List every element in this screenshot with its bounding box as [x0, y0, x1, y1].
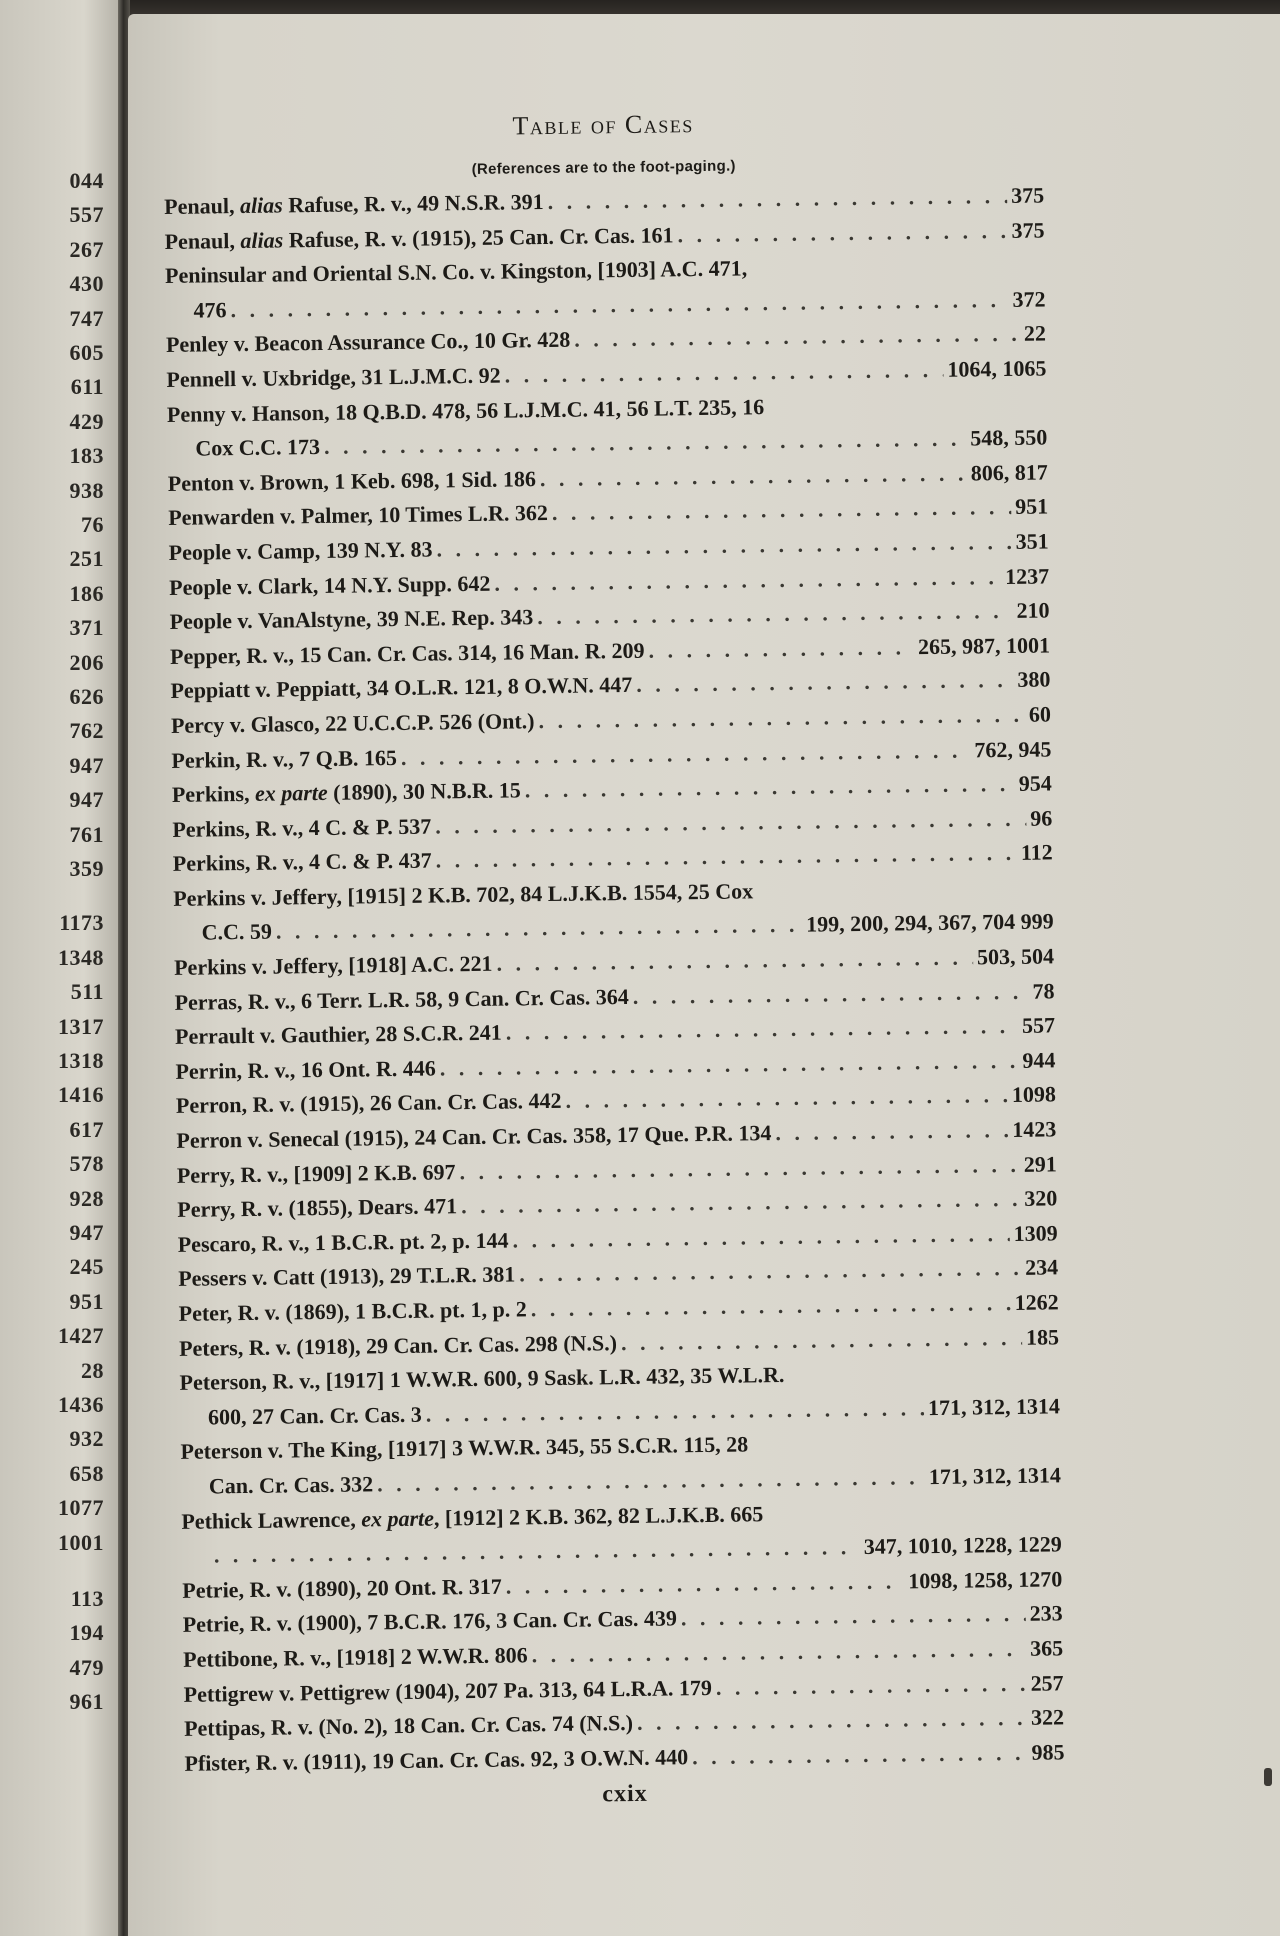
page-references: 210: [1016, 597, 1050, 623]
page-references: 347, 1010, 1228, 1229: [863, 1531, 1062, 1560]
page-references: 1064, 1065: [947, 355, 1047, 382]
case-citation: Perras, R. v., 6 Terr. L.R. 58, 9 Can. Cr. Cas. 364: [174, 983, 629, 1015]
facing-page-number: 113: [70, 1586, 104, 1611]
dot-leader: [621, 1320, 1022, 1360]
dot-leader: [648, 630, 914, 668]
facing-page-number: 044: [69, 168, 104, 193]
page-references: 372: [1012, 286, 1046, 312]
facing-page-number: 947: [69, 787, 104, 813]
case-citation: Perkins v. Jeffery, [1918] A.C. 221: [173, 950, 493, 980]
page-references: 320: [1024, 1185, 1058, 1212]
dot-leader: [506, 1564, 905, 1604]
case-citation: Penton v. Brown, 1 Keb. 698, 1 Sid. 186: [167, 465, 537, 496]
page-references: 806, 817: [970, 459, 1048, 486]
dot-leader: [692, 1736, 1028, 1775]
page-references: 233: [1029, 1600, 1063, 1627]
case-citation: Perkins, R. v., 4 C. & P. 537: [172, 813, 432, 842]
case-list: [164, 178, 1095, 1781]
case-citation: Penley v. Beacon Assurance Co., 10 Gr. 428: [165, 327, 571, 358]
dot-leader: [633, 974, 1029, 1014]
case-entry: [179, 1354, 1090, 1435]
facing-page-number: 947: [69, 1220, 104, 1245]
page-edge-mark: [1264, 1768, 1272, 1786]
case-citation-continued: C.C. 59: [201, 919, 273, 946]
facing-page-number: 1348: [58, 944, 104, 970]
facing-page-number: 947: [69, 752, 104, 778]
page-references: 944: [1022, 1047, 1056, 1073]
dot-leader: [716, 1666, 1027, 1705]
page-references: 257: [1030, 1669, 1064, 1696]
page-references: 234: [1024, 1254, 1059, 1281]
case-citation: Penny v. Hanson, 18 Q.B.D. 478, 56 L.J.M.C. 41, 56 L.T. 235, 16: [166, 393, 765, 427]
facing-page-number: 511: [70, 979, 104, 1005]
facing-page-number: 1318: [58, 1048, 104, 1073]
facing-page-number: 183: [69, 443, 104, 469]
page-references: 557: [1021, 1012, 1056, 1039]
case-citation: People v. VanAlstyne, 39 N.E. Rep. 343: [169, 604, 534, 635]
case-citation: Pescaro, R. v., 1 B.C.R. pt. 2, p. 144: [177, 1227, 509, 1257]
dot-leader: [574, 317, 1020, 357]
case-citation: Pepper, R. v., 15 Can. Cr. Cas. 314, 16 Man. R. 209: [169, 637, 645, 669]
dot-leader: [677, 214, 1008, 253]
case-entry: [173, 870, 1084, 951]
page-references: 1237: [1004, 562, 1050, 589]
facing-page-margin: [0, 0, 120, 1936]
facing-page-number: 951: [69, 1288, 104, 1314]
case-entry: [181, 1493, 1092, 1574]
case-citation: Pettipas, R. v. (No. 2), 18 Can. Cr. Cas. 74 (N.S.): [183, 1710, 634, 1741]
page-references: 985: [1031, 1739, 1065, 1765]
facing-page-number: 557: [69, 202, 104, 228]
case-citation: Perron v. Senecal (1915), 24 Can. Cr. Cas. 358, 17 Que. P.R. 134: [176, 1120, 772, 1153]
page-references: 951: [1015, 493, 1049, 520]
case-citation: Perry, R. v., [1909] 2 K.B. 697: [176, 1158, 456, 1188]
dot-leader: [775, 1113, 1008, 1151]
case-citation: Petrie, R. v. (1900), 7 B.C.R. 176, 3 Can. Cr. Cas. 439: [182, 1605, 678, 1638]
page-references: 96: [1030, 805, 1053, 831]
case-citation: Perry, R. v. (1855), Dears. 471: [177, 1193, 458, 1223]
case-citation: Perkin, R. v., 7 Q.B. 165: [171, 744, 398, 773]
case-citation: Perron, R. v. (1915), 26 Can. Cr. Cas. 442: [175, 1088, 562, 1119]
case-citation: Perrin, R. v., 16 Ont. R. 446: [175, 1055, 436, 1084]
case-citation: Peterson v. The King, [1917] 3 W.W.R. 345, 55 S.C.R. 115, 28: [180, 1431, 749, 1465]
page-references: 375: [1011, 217, 1045, 243]
facing-page-number: 617: [69, 1116, 104, 1142]
facing-page-number: 76: [81, 512, 104, 537]
page-references: 171, 312, 1314: [927, 1393, 1061, 1420]
case-citation: Perkins v. Jeffery, [1915] 2 K.B. 702, 84 L.J.K.B. 1554, 25 Cox: [173, 878, 754, 911]
facing-page-number: 194: [69, 1620, 104, 1646]
facing-page-number: 928: [69, 1185, 104, 1211]
case-entry: [165, 247, 1076, 328]
facing-page-number: 762: [69, 718, 104, 744]
case-citation: Perrault v. Gauthier, 28 S.C.R. 241: [174, 1019, 502, 1050]
page-references: 548, 550: [970, 424, 1048, 451]
page-references: 322: [1030, 1704, 1065, 1730]
case-citation: Penaul, alias Rafuse, R. v. (1915), 25 Can. Cr. Cas. 161: [164, 221, 674, 254]
facing-page-number: 1173: [59, 910, 104, 936]
facing-page-number: 1427: [58, 1323, 104, 1349]
page-references: 185: [1025, 1323, 1060, 1350]
dot-leader: [636, 663, 1014, 703]
page-references: 954: [1018, 770, 1052, 796]
case-citation: Petrie, R. v. (1890), 20 Ont. R. 317: [182, 1573, 502, 1603]
case-citation: Pfister, R. v. (1911), 19 Can. Cr. Cas. 92, 3 O.W.N. 440: [184, 1743, 689, 1776]
facing-page-number: 961: [69, 1689, 104, 1715]
dot-leader: [681, 1597, 1026, 1636]
page-references: 112: [1020, 839, 1053, 866]
facing-page-number: 938: [69, 477, 104, 503]
dot-leader: [565, 1078, 1008, 1118]
facing-page-number: 626: [69, 684, 104, 709]
case-citation: Peterson, R. v., [1917] 1 W.W.R. 600, 9 Sask. L.R. 432, 35 W.L.R.: [179, 1362, 785, 1396]
page-references: 1098, 1258, 1270: [908, 1566, 1063, 1594]
facing-page-number: 932: [69, 1426, 104, 1452]
case-citation-continued: Cox C.C. 173: [195, 434, 321, 461]
case-citation: Perkins, ex parte (1890), 30 N.B.R. 15: [171, 777, 521, 808]
case-citation: Pethick Lawrence, ex parte, [1912] 2 K.B. 362, 82 L.J.K.B. 665: [181, 1500, 764, 1534]
facing-page-number: 611: [70, 374, 104, 400]
facing-page-number: 747: [69, 305, 104, 331]
case-citation: People v. Clark, 14 N.Y. Supp. 642: [169, 570, 491, 600]
facing-page-number: 761: [69, 821, 104, 847]
page-references: 1309: [1013, 1220, 1058, 1246]
case-citation-continued: Can. Cr. Cas. 332: [208, 1471, 374, 1499]
page-content: [163, 104, 1095, 1814]
page-references: 291: [1023, 1151, 1057, 1177]
case-citation: Peter, R. v. (1869), 1 B.C.R. pt. 1, p. 2: [178, 1296, 527, 1326]
facing-page-number: 28: [81, 1357, 104, 1383]
case-entry: [180, 1423, 1091, 1504]
facing-page-number: 1001: [58, 1529, 104, 1555]
facing-page-number: 186: [69, 580, 104, 606]
case-citation: Peters, R. v. (1918), 29 Can. Cr. Cas. 298 (N.S.): [178, 1329, 618, 1361]
facing-page-number: 267: [69, 236, 104, 262]
facing-page-number: 578: [69, 1151, 104, 1177]
case-citation: Perkins, R. v., 4 C. & P. 437: [172, 847, 432, 877]
facing-page-number: 1077: [58, 1495, 104, 1521]
page-references: 22: [1023, 320, 1047, 347]
dot-leader: [504, 353, 943, 393]
page-references: 60: [1028, 701, 1052, 727]
case-citation-continued: 600, 27 Can. Cr. Cas. 3: [207, 1401, 422, 1430]
facing-page-number: 479: [69, 1654, 104, 1680]
facing-page-number: 251: [69, 546, 104, 572]
case-citation: Peppiatt v. Peppiatt, 34 O.L.R. 121, 8 O.W.N. 447: [170, 672, 633, 704]
page-references: 762, 945: [974, 735, 1052, 762]
dot-leader: [426, 1391, 925, 1432]
facing-page-number: 245: [69, 1254, 104, 1280]
case-citation: Percy v. Glasco, 22 U.C.C.P. 526 (Ont.): [170, 708, 535, 738]
facing-page-number: 658: [69, 1460, 104, 1486]
facing-page-number: 1317: [58, 1013, 104, 1039]
facing-page-number: 1436: [58, 1392, 104, 1417]
page-references: 375: [1010, 182, 1045, 208]
case-citation: Penaul, alias Rafuse, R. v., 49 N.S.R. 391: [164, 189, 544, 219]
page-references: 171, 312, 1314: [928, 1462, 1062, 1490]
page-references: 78: [1032, 978, 1055, 1004]
case-citation: Pettigrew v. Pettigrew (1904), 207 Pa. 313, 64 L.R.A. 179: [183, 1674, 713, 1707]
case-citation-continued: 476: [193, 296, 227, 323]
facing-page-number: 206: [69, 649, 104, 675]
page-references: 199, 200, 294, 367, 704 999: [805, 908, 1054, 938]
dot-leader: [637, 1701, 1027, 1741]
page-references: 1423: [1012, 1116, 1057, 1142]
case-citation: Pennell v. Uxbridge, 31 L.J.M.C. 92: [166, 362, 501, 392]
page-subtitle: (References are to the foot-paging.): [471, 157, 736, 178]
case-citation: Pessers v. Catt (1913), 29 T.L.R. 381: [178, 1261, 516, 1292]
facing-page-number: 429: [69, 408, 104, 434]
page-references: 365: [1029, 1635, 1064, 1661]
page-title: Table of Cases: [512, 109, 694, 141]
facing-page-number: 430: [69, 271, 104, 297]
facing-page-number: 371: [69, 615, 104, 641]
page-references: 265, 987, 1001: [917, 632, 1051, 659]
case-citation: Peninsular and Oriental S.N. Co. v. Kingston, [1903] A.C. 471,: [164, 255, 748, 289]
dot-leader: [377, 1460, 925, 1502]
facing-page-number: 359: [69, 856, 104, 881]
case-citation: Penwarden v. Palmer, 10 Times L.R. 362: [168, 500, 549, 531]
page-references: 380: [1017, 666, 1051, 693]
page-references: 1098: [1011, 1081, 1057, 1108]
page-number: cxix: [602, 1781, 648, 1808]
page-references: 1262: [1014, 1289, 1059, 1315]
page-references: 351: [1015, 528, 1049, 554]
case-entry: [167, 386, 1078, 467]
facing-page-number: 1416: [58, 1082, 104, 1108]
dot-leader: [540, 456, 967, 496]
facing-page-number: 605: [69, 340, 104, 365]
case-citation: People v. Camp, 139 N.Y. 83: [168, 536, 433, 565]
case-citation: Pettibone, R. v., [1918] 2 W.W.R. 806: [183, 1642, 528, 1672]
page-references: 503, 504: [976, 943, 1055, 970]
document-page: [128, 14, 1280, 1936]
